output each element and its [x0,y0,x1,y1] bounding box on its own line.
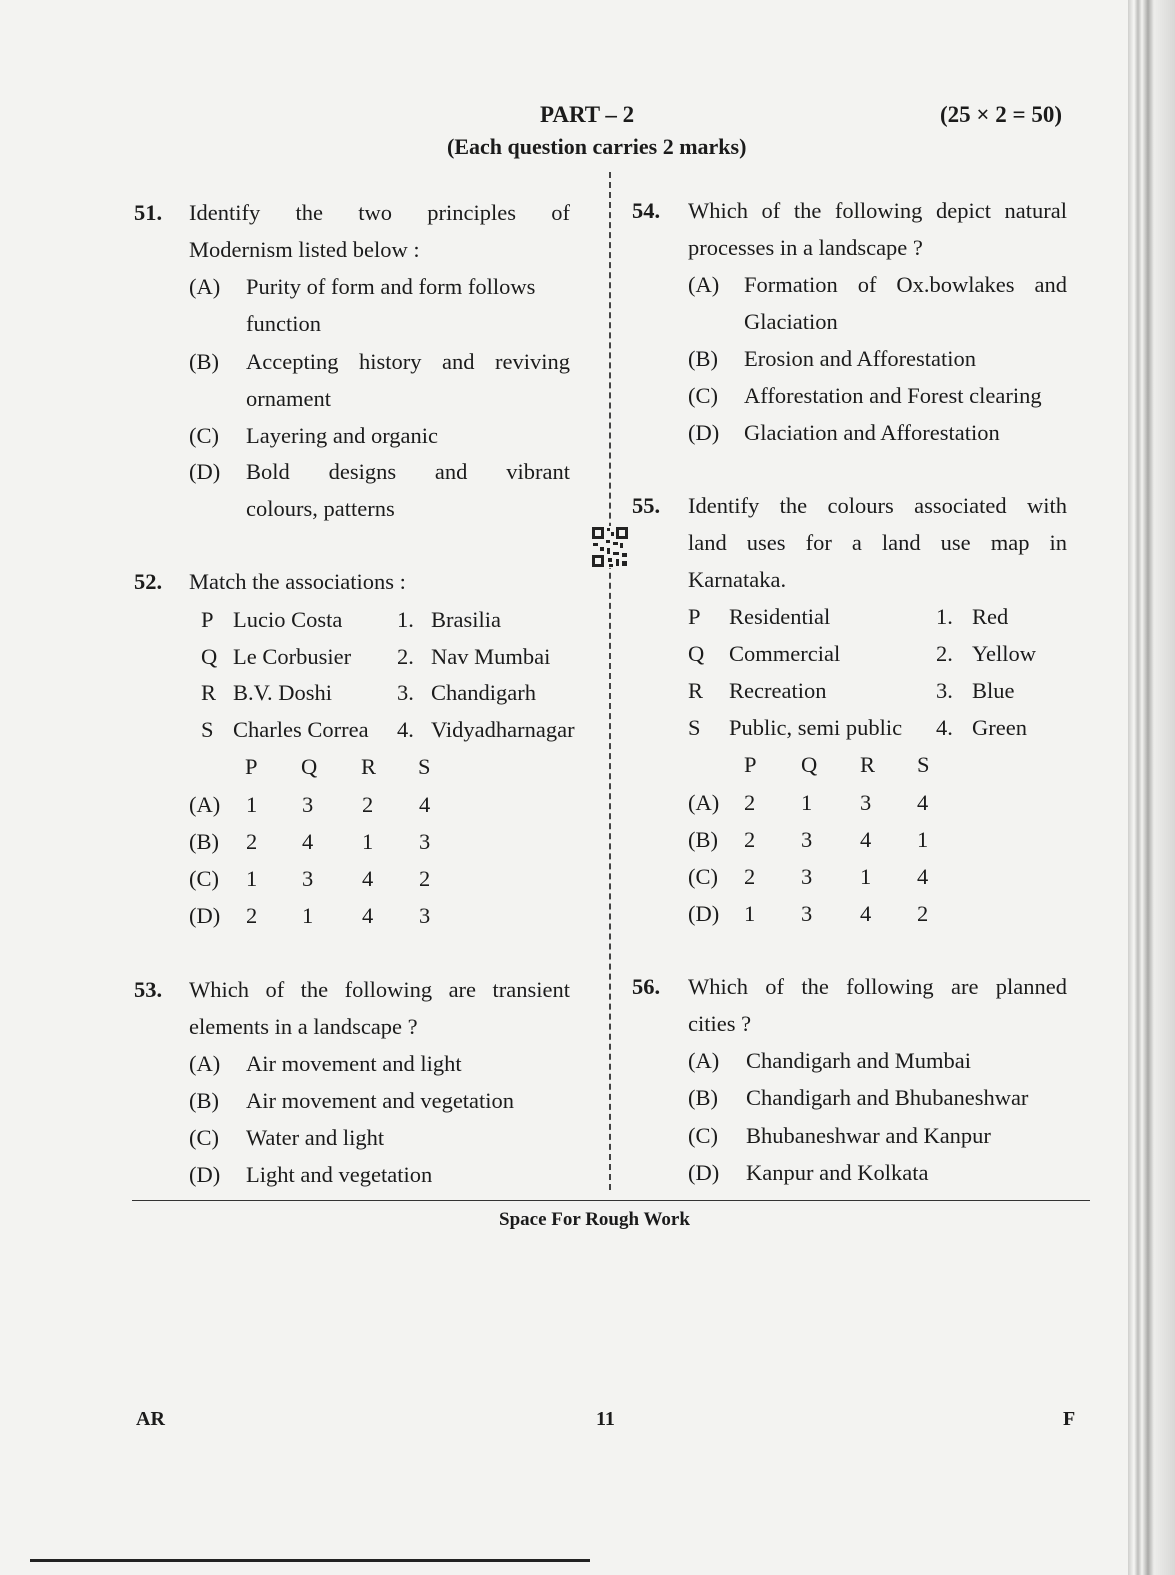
answer-head: P [744,752,757,777]
option-text: colours, patterns [246,496,395,521]
question-number: 53. [134,977,163,1002]
option-label: (A) [189,274,221,299]
option-text: Afforestation and Forest clearing [744,383,1042,408]
option-label: (B) [189,349,219,374]
question-55-stem-line2: land uses for a land use map in [688,530,1067,555]
option-value: 4 [917,864,929,889]
question-55-stem-line1: Identify the colours associated with [688,493,1067,518]
match-num: 1. [936,604,953,629]
match-key: Q [201,644,218,669]
answer-head: R [361,754,377,779]
match-right: Brasilia [431,607,501,632]
option-value: 4 [419,792,431,817]
question-53-stem-line1: Which of the following are transient [189,977,570,1002]
match-left: B.V. Doshi [233,680,332,705]
match-num: 1. [397,607,414,632]
option-text: Air movement and vegetation [246,1088,515,1113]
option-label: (A) [688,272,720,297]
option-text: Air movement and light [246,1051,462,1076]
question-51-stem-line1: Identify the two principles of [189,200,570,225]
option-value: 2 [744,864,756,889]
question-53-stem-line2: elements in a landscape ? [189,1014,418,1039]
page-number: 11 [596,1408,615,1430]
option-value: 1 [801,790,813,815]
option-value: 3 [419,829,431,854]
match-key: P [688,604,701,629]
option-value: 3 [302,866,314,891]
qr-code-icon [591,526,629,568]
option-value: 3 [302,792,314,817]
answer-head: S [418,754,431,779]
answer-head: R [860,752,876,777]
option-label: (A) [189,792,221,817]
option-text: Purity of form and form follows [246,274,536,299]
question-56-stem-line2: cities ? [688,1011,752,1036]
option-value: 2 [744,827,756,852]
option-value: 1 [246,866,258,891]
match-num: 4. [936,715,953,740]
option-text: Chandigarh and Mumbai [746,1048,971,1073]
match-left: Charles Correa [233,717,369,742]
footer-subject-code: AR [136,1408,165,1430]
option-value: 2 [246,829,258,854]
option-label: (D) [688,1160,720,1185]
option-label: (A) [189,1051,221,1076]
option-label: (C) [189,423,219,448]
option-label: (B) [189,829,219,854]
option-value: 2 [419,866,431,891]
answer-head: Q [301,754,318,779]
bottom-edge-rule [30,1559,590,1562]
question-number: 56. [632,974,661,999]
match-right: Yellow [972,641,1036,666]
option-label: (C) [688,383,718,408]
match-right: Red [972,604,1009,629]
option-text: Glaciation and Afforestation [744,420,1000,445]
option-label: (D) [189,903,221,928]
option-label: (C) [189,1125,219,1150]
option-value: 3 [860,790,872,815]
match-key: S [688,715,701,740]
match-right: Chandigarh [431,680,536,705]
question-54-stem-line2: processes in a landscape ? [688,235,923,260]
option-value: 1 [246,792,258,817]
marks-total: (25 × 2 = 50) [940,102,1063,127]
option-value: 1 [362,829,374,854]
option-value: 4 [860,827,872,852]
option-text: Water and light [246,1125,385,1150]
match-left: Lucio Costa [233,607,343,632]
option-value: 3 [419,903,431,928]
rough-work-rule [132,1200,1090,1201]
option-value: 3 [801,901,813,926]
match-left: Residential [729,604,831,629]
part-title: PART – 2 [540,102,635,127]
question-51 [134,194,162,231]
option-label: (B) [688,827,718,852]
option-label: (B) [189,1088,219,1113]
option-value: 2 [362,792,374,817]
match-left: Commercial [729,641,841,666]
question-number: 52. [134,569,163,594]
option-text: Accepting history and reviving [246,349,570,374]
match-key: S [201,717,214,742]
option-text: function [246,311,321,336]
option-value: 4 [860,901,872,926]
question-54-stem-line1: Which of the following depict natural [688,198,1067,223]
match-left: Public, semi public [729,715,903,740]
match-right: Vidyadharnagar [431,717,575,742]
option-value: 4 [302,829,314,854]
option-label: (B) [688,1085,718,1110]
footer-series: F [1063,1408,1076,1430]
match-num: 3. [397,680,414,705]
match-right: Nav Mumbai [431,644,551,669]
answer-head: Q [801,752,818,777]
rough-work-label: Space For Rough Work [499,1209,690,1230]
option-label: (A) [688,1048,720,1073]
option-value: 2 [744,790,756,815]
match-right: Green [972,715,1027,740]
match-right: Blue [972,678,1015,703]
option-value: 1 [860,864,872,889]
option-text: Bold designs and vibrant [246,459,570,484]
option-text: Erosion and Afforestation [744,346,977,371]
part-subtitle: (Each question carries 2 marks) [447,134,747,159]
option-value: 2 [246,903,258,928]
option-value: 4 [917,790,929,815]
option-text: Glaciation [744,309,838,334]
question-55-stem-line3: Karnataka. [688,567,787,592]
option-value: 3 [801,864,813,889]
match-key: Q [688,641,705,666]
option-text: Light and vegetation [246,1162,433,1187]
option-text: Layering and organic [246,423,439,448]
option-label: (C) [688,1123,718,1148]
option-label: (C) [189,866,219,891]
match-num: 3. [936,678,953,703]
question-number: 54. [632,198,661,223]
question-51-stem-line2: Modernism listed below : [189,237,420,262]
option-text: Bhubaneshwar and Kanpur [746,1123,991,1148]
answer-head: P [245,754,258,779]
page-stack-edge [1128,0,1175,1575]
question-56-stem-line1: Which of the following are planned [688,974,1067,999]
option-label: (B) [688,346,718,371]
match-key: P [201,607,214,632]
match-num: 4. [397,717,414,742]
question-number: 51. [134,200,163,225]
option-text: Kanpur and Kolkata [746,1160,929,1185]
option-value: 1 [302,903,314,928]
option-label: (D) [189,459,221,484]
option-text: Formation of Ox.bowlakes and [744,272,1067,297]
answer-head: S [917,752,930,777]
match-num: 2. [397,644,414,669]
option-value: 4 [362,903,374,928]
option-label: (D) [189,1162,221,1187]
option-label: (D) [688,420,720,445]
option-value: 1 [744,901,756,926]
option-text: Chandigarh and Bhubaneshwar [746,1085,1029,1110]
question-52-stem: Match the associations : [189,569,406,594]
match-key: R [201,680,217,705]
column-divider [609,172,611,1190]
option-value: 2 [917,901,929,926]
question-number: 55. [632,493,661,518]
match-left: Recreation [729,678,827,703]
option-label: (A) [688,790,720,815]
option-text: ornament [246,386,331,411]
match-key: R [688,678,704,703]
option-value: 1 [917,827,929,852]
option-value: 4 [362,866,374,891]
match-num: 2. [936,641,953,666]
option-label: (D) [688,901,720,926]
match-left: Le Corbusier [233,644,352,669]
option-label: (C) [688,864,718,889]
option-value: 3 [801,827,813,852]
